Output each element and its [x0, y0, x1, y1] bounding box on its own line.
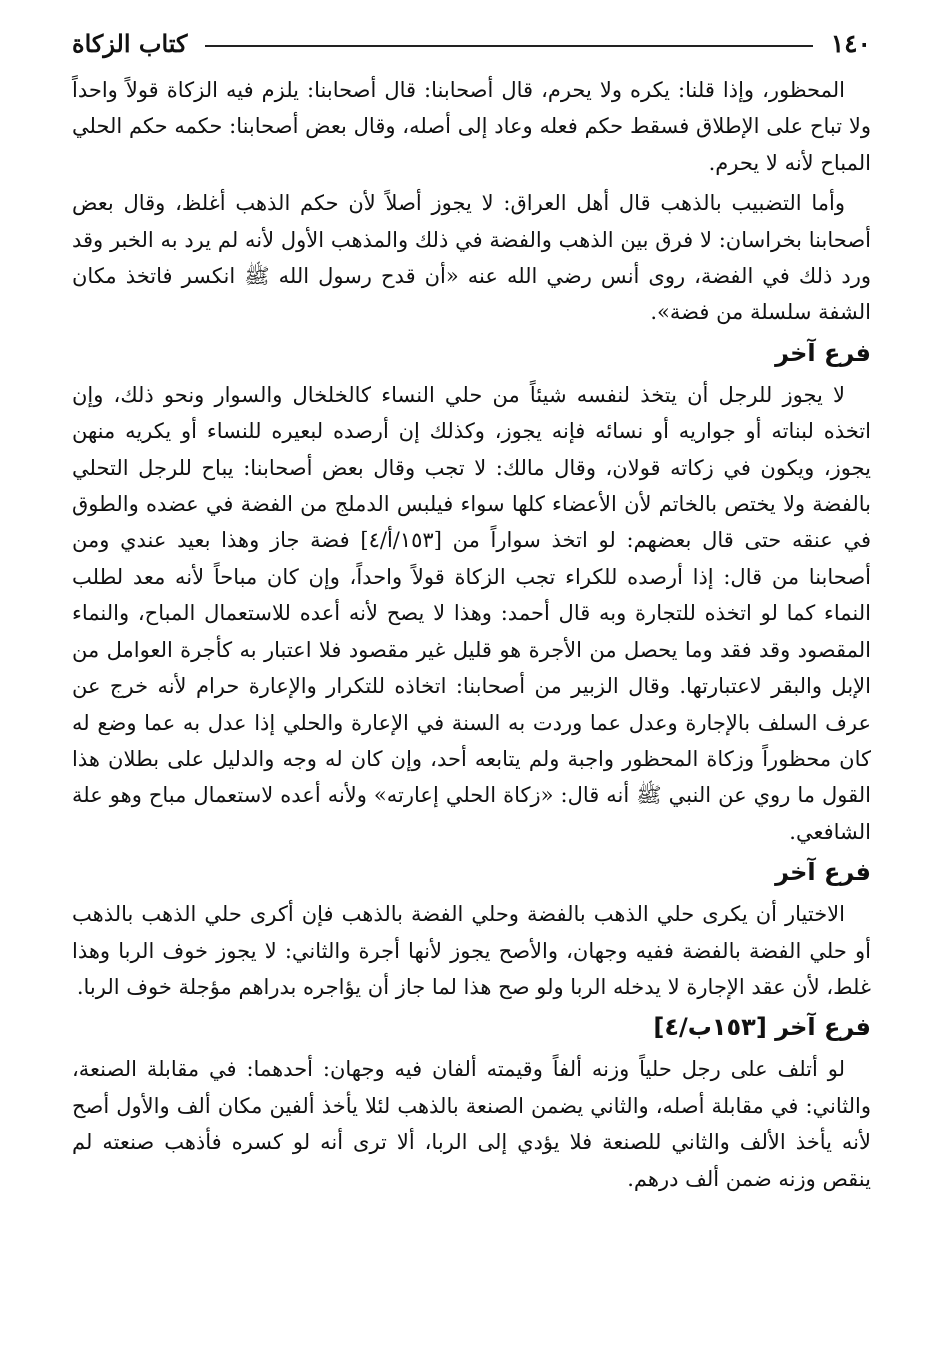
- header-rule: [205, 45, 812, 47]
- running-header: [72, 26, 871, 60]
- paragraph: المحظور، وإذا قلنا: يكره ولا يحرم، قال أصحابنا: قال أصحابنا: يلزم فيه الزكاة قولاً واحداً ولا تباح على الإطلاق فسقط حكم فعله وعاد إلى أصله، وقال بعض أصحابنا: حكمه حكم الحلي المباح لأنه لا يحرم.: [72, 78, 871, 175]
- paragraph: لا يجوز للرجل أن يتخذ لنفسه شيئاً من حلي النساء كالخلخال والسوار ونحو ذلك، وإن اتخذه لبناته أو جواريه أو نسائه فإنه يجوز، وكذلك إن أرصده لبعيره للنساء أو يكريه منهن يجوز، ويكون في زكاته قولان، وقال مالك: لا تجب وقال بعض أصحابنا: يباح للرجل التحلي بالفضة ولا يختص بالخاتم لأن الأعضاء كلها سواء فيلبس الدملج من الفضة في عضده والطوق في عنقه حتى قال بعضهم: لو اتخذ سواراً من [١٥٣/أ/٤] فضة جاز وهذا بعيد عندي ومن أصحابنا من قال: إذا أرصده للكراء تجب الزكاة قولاً واحداً، وإن كان مباحاً لأنه معد لطلب النماء كما لو اتخذه للتجارة وبه قال أحمد: وهذا لا يصح لأنه أعده للاستعمال المباح، والنماء المقصود وقد فقد وما يحصل من الأجرة هو قليل غير مقصود فلا اعتبار به كأجرة العوامل من الإبل والبقر لاعتبارتها. وقال الزبير من أصحابنا: اتخاذه للتكرار والإعارة حرام لأنه خرج عن عرف السلف بالإجارة وعدل عما وردت به السنة في الإعارة والحلي إذا عدل به عما وضع له كان محظوراً وزكاة المحظور واجبة ولم يتابعه أحد، وإن كان له وجه والدليل على بطلان هذا القول ما روي عن النبي ﷺ أنه قال: «زكاة الحلي إعارته» ولأنه أعده لاستعمال مباح وهو علة الشافعي.: [72, 382, 871, 844]
- document-page: [72, 26, 871, 1348]
- book-title: كتاب الزكاة: [72, 28, 188, 58]
- body-text: [72, 72, 871, 1197]
- section-heading: فرع آخر: [775, 338, 871, 367]
- paragraph: وأما التضبيب بالذهب قال أهل العراق: لا يجوز أصلاً لأن حكم الذهب أغلظ، وقال بعض أصحابنا بخراسان: لا فرق بين الذهب والفضة في ذلك والمذهب الأول لأنه لم يرد به الخبر وقد ورد ذلك في الفضة، روى أنس رضي الله عنه «أن قدح رسول الله ﷺ انكسر فاتخذ مكان الشفة سلسلة من فضة».: [72, 191, 871, 325]
- paragraph: الاختيار أن يكرى حلي الذهب بالفضة وحلي الفضة بالذهب فإن أكرى حلي الذهب بالذهب أو حلي الفضة بالفضة ففيه وجهان، والأصح يجوز لأنها أجرة والثاني: لا يجوز خوف الربا وهذا غلط، لأن عقد الإجارة لا يدخله الربا ولو صح هذا لما جاز أن يؤاجره بدراهم مؤجلة خوف الربا.: [72, 902, 871, 999]
- paragraph: لو أتلف على رجل حلياً وزنه ألفاً وقيمته ألفان فيه وجهان: أحدهما: في مقابلة الصنعة، والثاني: في مقابلة أصله، والثاني يضمن الصنعة بالذهب لئلا يأخذ ألفين مكان ألف والأول أصح لأنه يأخذ الألف والثاني للصنعة فلا يؤدي إلى الربا، ألا ترى أنه لو كسره فأذهب صنعته لم ينقص وزنه ضمن ألف درهم.: [72, 1057, 871, 1191]
- section-heading: فرع آخر [١٥٣ب/٤]: [653, 1013, 871, 1042]
- section-heading: فرع آخر: [775, 858, 871, 887]
- page-number: ١٤٠: [830, 28, 871, 58]
